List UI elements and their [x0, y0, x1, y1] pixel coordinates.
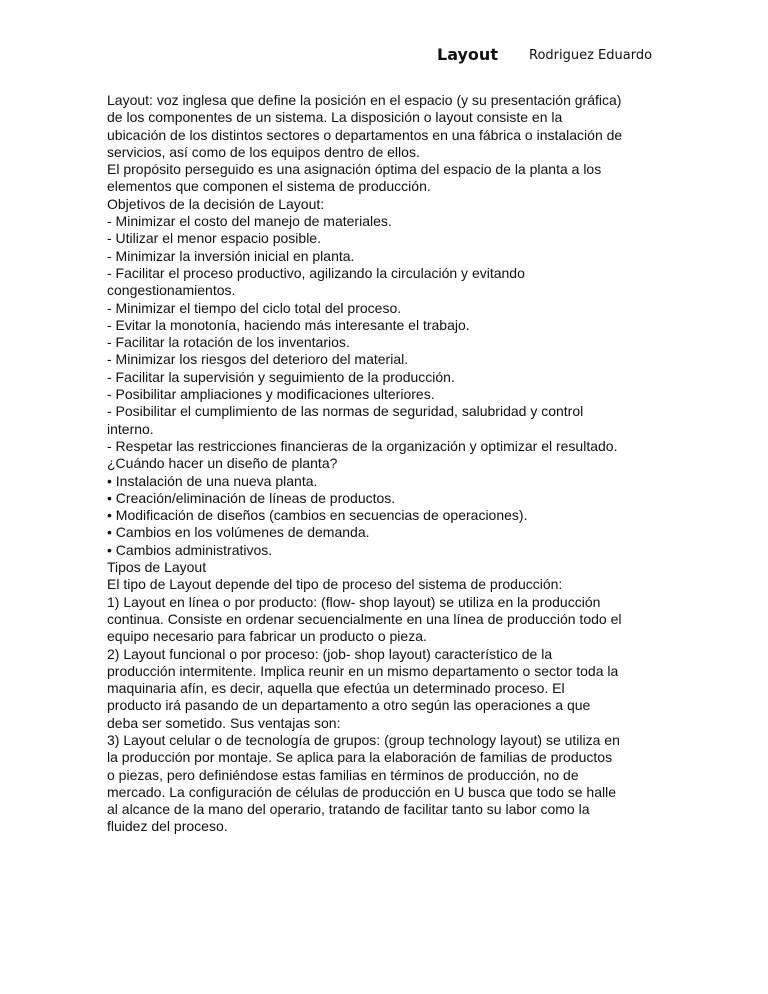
- document-author: Rodriguez Eduardo: [529, 48, 653, 63]
- text-line: Tipos de Layout: [107, 559, 207, 576]
- text-line: - Facilitar la rotación de los inventarios.: [107, 334, 350, 351]
- text-line: - Minimizar el costo del manejo de materiales.: [107, 213, 392, 230]
- text-line: ubicación de los distintos sectores o departamentos en una fábrica o instalación de: [107, 126, 623, 143]
- text-line: • Instalación de una nueva planta.: [107, 472, 318, 489]
- text-line: - Posibilitar el cumplimiento de las normas de seguridad, salubridad y control: [107, 403, 584, 420]
- text-line: ¿Cuándo hacer un diseño de planta?: [107, 455, 338, 472]
- document-header: [0, 44, 768, 68]
- text-line: congestionamientos.: [107, 282, 236, 299]
- text-line: al alcance de la mano del operario, tratando de facilitar tanto su labor como la: [107, 801, 590, 818]
- text-line: Layout: voz inglesa que define la posición en el espacio (y su presentación gráfica): [107, 92, 622, 108]
- text-line: - Minimizar los riesgos del deterioro del material.: [107, 351, 409, 368]
- text-line: 3) Layout celular o de tecnología de grupos: (group technology layout) se utiliza en: [107, 731, 620, 748]
- text-line: producción intermitente. Implica reunir en un mismo departamento o sector toda la: [107, 662, 619, 679]
- text-line: • Cambios en los volúmenes de demanda.: [107, 524, 370, 541]
- text-line: servicios, así como de los equipos dentro de ellos.: [107, 143, 420, 160]
- text-line: - Minimizar la inversión inicial en planta.: [107, 247, 355, 264]
- text-line: la producción por montaje. Se aplica para la elaboración de familias de productos: [107, 749, 613, 766]
- text-line: - Posibilitar ampliaciones y modificaciones ulteriores.: [107, 386, 435, 403]
- text-line: maquinaria afín, es decir, aquella que efectúa un determinado proceso. El: [107, 680, 565, 697]
- text-line: elementos que componen el sistema de producción.: [107, 178, 431, 195]
- text-line: - Facilitar la supervisión y seguimiento de la producción.: [107, 368, 455, 385]
- text-line: - Respetar las restricciones financieras de la organización y optimizar el resultado.: [107, 437, 618, 454]
- text-line: - Facilitar el proceso productivo, agilizando la circulación y evitando: [107, 264, 525, 281]
- text-line: equipo necesario para fabricar un producto o pieza.: [107, 628, 427, 645]
- text-line: producto irá pasando de un departamento a otro según las operaciones a que: [107, 697, 591, 714]
- text-line: El tipo de Layout depende del tipo de proceso del sistema de producción:: [107, 576, 563, 593]
- text-line: - Utilizar el menor espacio posible.: [107, 230, 321, 247]
- text-line: de los componentes de un sistema. La disposición o layout consiste en la: [107, 109, 563, 126]
- text-line: • Cambios administrativos.: [107, 541, 273, 558]
- document-title: Layout: [437, 45, 498, 64]
- text-line: interno.: [107, 420, 154, 437]
- text-line: El propósito perseguido es una asignación óptima del espacio de la planta a los: [107, 161, 602, 178]
- text-line: - Evitar la monotonía, haciendo más interesante el trabajo.: [107, 316, 470, 333]
- text-line: • Creación/eliminación de líneas de productos.: [107, 489, 396, 506]
- text-line: 2) Layout funcional o por proceso: (job- shop layout) característico de la: [107, 645, 553, 662]
- text-line: deba ser sometido. Sus ventajas son:: [107, 714, 341, 731]
- text-line: - Minimizar el tiempo del ciclo total del proceso.: [107, 299, 402, 316]
- text-line: 1) Layout en línea o por producto: (flow- shop layout) se utiliza en la producción: [107, 593, 601, 610]
- text-line: o piezas, pero definiéndose estas familias en términos de producción, no de: [107, 766, 579, 783]
- text-line: continua. Consiste en ordenar secuencialmente en una línea de producción todo el: [107, 610, 622, 627]
- text-line: Objetivos de la decisión de Layout:: [107, 195, 325, 212]
- text-line: • Modificación de diseños (cambios en secuencias de operaciones).: [107, 507, 528, 524]
- text-line: fluidez del proceso.: [107, 818, 228, 835]
- text-line: mercado. La configuración de células de producción en U busca que todo se halle: [107, 783, 616, 800]
- document-body: [107, 92, 667, 836]
